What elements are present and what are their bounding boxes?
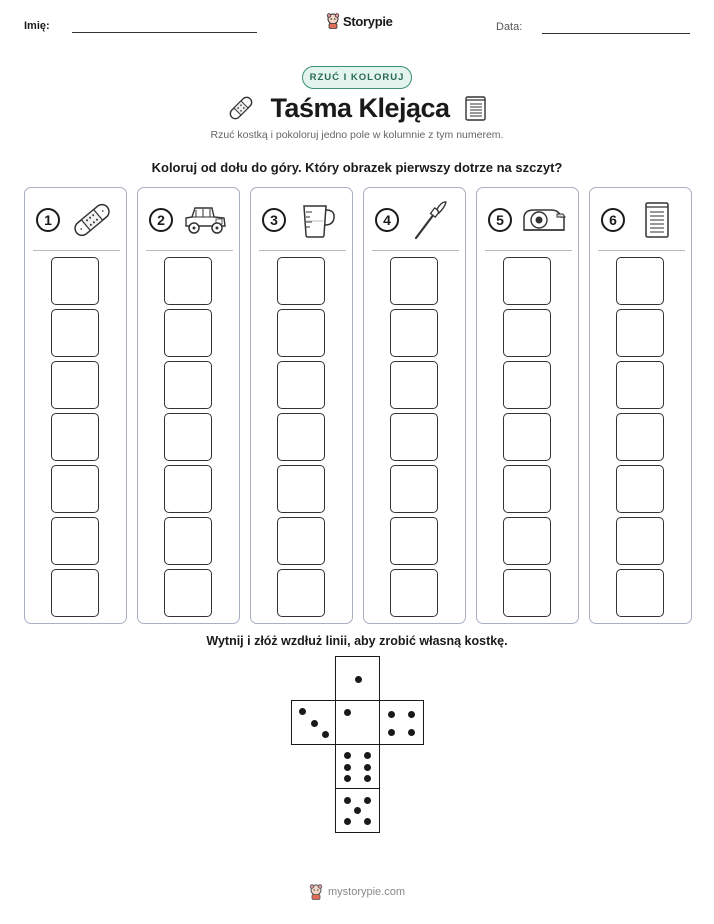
color-cell[interactable] (503, 361, 551, 409)
color-cell[interactable] (390, 257, 438, 305)
color-cell[interactable] (616, 257, 664, 305)
die-face-1 (335, 700, 380, 745)
die-pip (344, 709, 351, 716)
die-face-6 (335, 744, 380, 789)
instruction-text: Koloruj od dołu do góry. Który obrazek pierwszy dotrze na szczyt? (151, 160, 563, 175)
name-label: Imię: (24, 20, 50, 32)
color-cell[interactable] (164, 361, 212, 409)
color-cell[interactable] (277, 361, 325, 409)
column-header (590, 188, 691, 250)
page-header (0, 0, 714, 50)
color-cell[interactable] (51, 361, 99, 409)
die-pip (344, 764, 351, 771)
die-pip (388, 711, 395, 718)
column-4 (363, 187, 466, 624)
color-cell[interactable] (277, 257, 325, 305)
brand-name: Storypie (343, 13, 393, 29)
column-header (251, 188, 352, 250)
column-number: 5 (488, 208, 512, 232)
color-cell[interactable] (164, 569, 212, 617)
cut-instruction: Wytnij i złóż wzdłuż linii, aby zrobić własną kostkę. (206, 634, 508, 648)
notepad-icon (634, 200, 680, 240)
activity-badge: RZUĆ I KOLORUJ (302, 66, 412, 89)
color-cell[interactable] (164, 413, 212, 461)
color-cell[interactable] (390, 569, 438, 617)
die-pip (364, 764, 371, 771)
die-pip (364, 797, 371, 804)
vintage-car-icon (182, 200, 228, 240)
color-cell[interactable] (503, 517, 551, 565)
die-pip (344, 818, 351, 825)
die-pip (388, 729, 395, 736)
page-title: Taśma Klejąca (270, 92, 450, 123)
color-cell[interactable] (164, 309, 212, 357)
color-cell[interactable] (51, 517, 99, 565)
color-cell[interactable] (616, 569, 664, 617)
color-cell[interactable] (390, 309, 438, 357)
color-cell[interactable] (51, 413, 99, 461)
column-divider (259, 250, 346, 251)
notepad-icon (464, 94, 488, 122)
column-number: 2 (149, 208, 173, 232)
date-label: Data: (496, 21, 523, 33)
date-field-line[interactable] (542, 33, 690, 34)
color-cell[interactable] (503, 309, 551, 357)
page-footer (0, 884, 714, 900)
color-cell[interactable] (390, 465, 438, 513)
column-3 (250, 187, 353, 624)
die-face-1 (335, 656, 380, 701)
color-cell[interactable] (51, 309, 99, 357)
bandage-icon (69, 200, 115, 240)
color-cell[interactable] (390, 361, 438, 409)
color-cell[interactable] (616, 517, 664, 565)
color-cell[interactable] (503, 569, 551, 617)
die-pip (408, 729, 415, 736)
die-pip (355, 676, 362, 683)
column-header (138, 188, 239, 250)
tape-dispenser-icon (521, 200, 567, 240)
storypie-mascot-icon (309, 884, 323, 900)
column-5 (476, 187, 579, 624)
die-pip (322, 731, 329, 738)
column-1 (24, 187, 127, 624)
column-divider (146, 250, 233, 251)
color-cell[interactable] (51, 569, 99, 617)
color-cell[interactable] (51, 257, 99, 305)
column-divider (33, 250, 120, 251)
color-cell[interactable] (164, 517, 212, 565)
color-cell[interactable] (164, 465, 212, 513)
die-face-5 (335, 788, 380, 833)
color-cell[interactable] (390, 413, 438, 461)
color-cell[interactable] (616, 309, 664, 357)
color-cell[interactable] (503, 465, 551, 513)
column-divider (372, 250, 459, 251)
die-pip (344, 797, 351, 804)
color-cell[interactable] (616, 465, 664, 513)
die-pip (364, 752, 371, 759)
die-pip (408, 711, 415, 718)
column-number: 1 (36, 208, 60, 232)
column-6 (589, 187, 692, 624)
column-divider (485, 250, 572, 251)
column-header (364, 188, 465, 250)
column-divider (598, 250, 685, 251)
bandage-icon (226, 93, 256, 123)
die-pip (364, 818, 371, 825)
column-number: 6 (601, 208, 625, 232)
color-cell[interactable] (616, 413, 664, 461)
subtitle: Rzuć kostką i pokoloruj jedno pole w kolumnie z tym numerem. (210, 129, 504, 141)
color-cell[interactable] (616, 361, 664, 409)
footer-url: mystorypie.com (327, 886, 406, 898)
brand-logo (326, 13, 393, 29)
color-cell[interactable] (277, 465, 325, 513)
die-pip (344, 775, 351, 782)
title-row (0, 88, 714, 128)
color-cell[interactable] (277, 517, 325, 565)
color-cell[interactable] (277, 413, 325, 461)
die-pip (299, 708, 306, 715)
paintbrush-icon (408, 200, 454, 240)
die-face-3 (291, 700, 336, 745)
column-header (477, 188, 578, 250)
column-number: 3 (262, 208, 286, 232)
color-cell[interactable] (390, 517, 438, 565)
column-2 (137, 187, 240, 624)
storypie-mascot-icon (326, 13, 340, 29)
die-pip (364, 775, 371, 782)
measuring-cup-icon (295, 200, 341, 240)
color-cell[interactable] (503, 413, 551, 461)
race-columns (24, 187, 690, 624)
color-cell[interactable] (51, 465, 99, 513)
die-pip (354, 807, 361, 814)
color-cell[interactable] (277, 309, 325, 357)
die-face-4 (379, 700, 424, 745)
column-number: 4 (375, 208, 399, 232)
color-cell[interactable] (277, 569, 325, 617)
die-pip (344, 752, 351, 759)
die-pip (311, 720, 318, 727)
column-header (25, 188, 126, 250)
color-cell[interactable] (503, 257, 551, 305)
name-field-line[interactable] (72, 32, 257, 33)
color-cell[interactable] (164, 257, 212, 305)
